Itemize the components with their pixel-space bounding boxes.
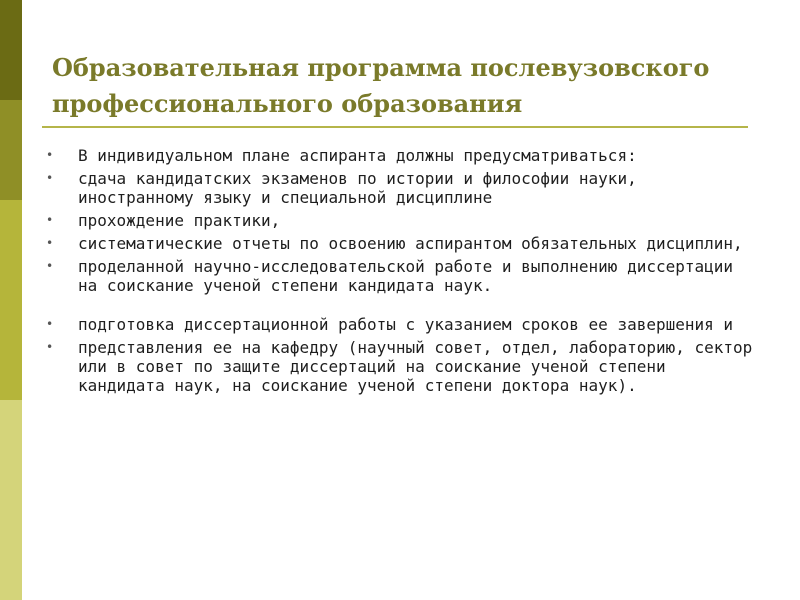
bullet-icon: •	[46, 317, 54, 331]
slide-title: Образовательная программа послевузовского профессионального образования	[52, 53, 710, 118]
title-underline	[42, 126, 748, 128]
bullet-item	[40, 315, 760, 334]
bullet-item	[40, 257, 760, 295]
bullet-item	[40, 234, 760, 253]
bullet-item	[40, 146, 760, 165]
bullet-icon: •	[46, 340, 54, 354]
bullet-list	[40, 146, 760, 395]
bullet-text: прохождение практики,	[78, 211, 281, 230]
bullet-icon: •	[46, 259, 54, 273]
bullet-text: сдача кандидатских экзаменов по истории и философии науки, иностранному языку и специальной дисциплине	[78, 169, 637, 207]
bullet-item	[40, 169, 760, 207]
side-bar-segment-pale	[0, 400, 22, 600]
side-bar-segment-mid	[0, 100, 22, 200]
bullet-icon: •	[46, 148, 54, 162]
bullet-item	[40, 338, 760, 395]
bullet-icon: •	[46, 213, 54, 227]
slide-content	[40, 146, 760, 399]
bullet-text: представления ее на кафедру (научный совет, отдел, лабораторию, сектор или в совет по защите диссертаций на соискание ученой степени кандидата наук, на соискание ученой степени доктора наук).	[78, 338, 753, 395]
side-bar-segment-dark	[0, 0, 22, 100]
bullet-text: В индивидуальном плане аспиранта должны предусматриваться:	[78, 146, 637, 165]
bullet-icon: •	[46, 236, 54, 250]
bullet-icon: •	[46, 171, 54, 185]
bullet-text: подготовка диссертационной работы с указанием сроков ее завершения и	[78, 315, 734, 334]
bullet-text: систематические отчеты по освоению аспирантом обязательных дисциплин,	[78, 234, 743, 253]
bullet-text: проделанной научно-исследовательской работе и выполнению диссертации на соискание ученой степени кандидата наук.	[78, 257, 734, 295]
decorative-side-bar	[0, 0, 22, 600]
bullet-item	[40, 211, 760, 230]
side-bar-segment-light	[0, 200, 22, 400]
